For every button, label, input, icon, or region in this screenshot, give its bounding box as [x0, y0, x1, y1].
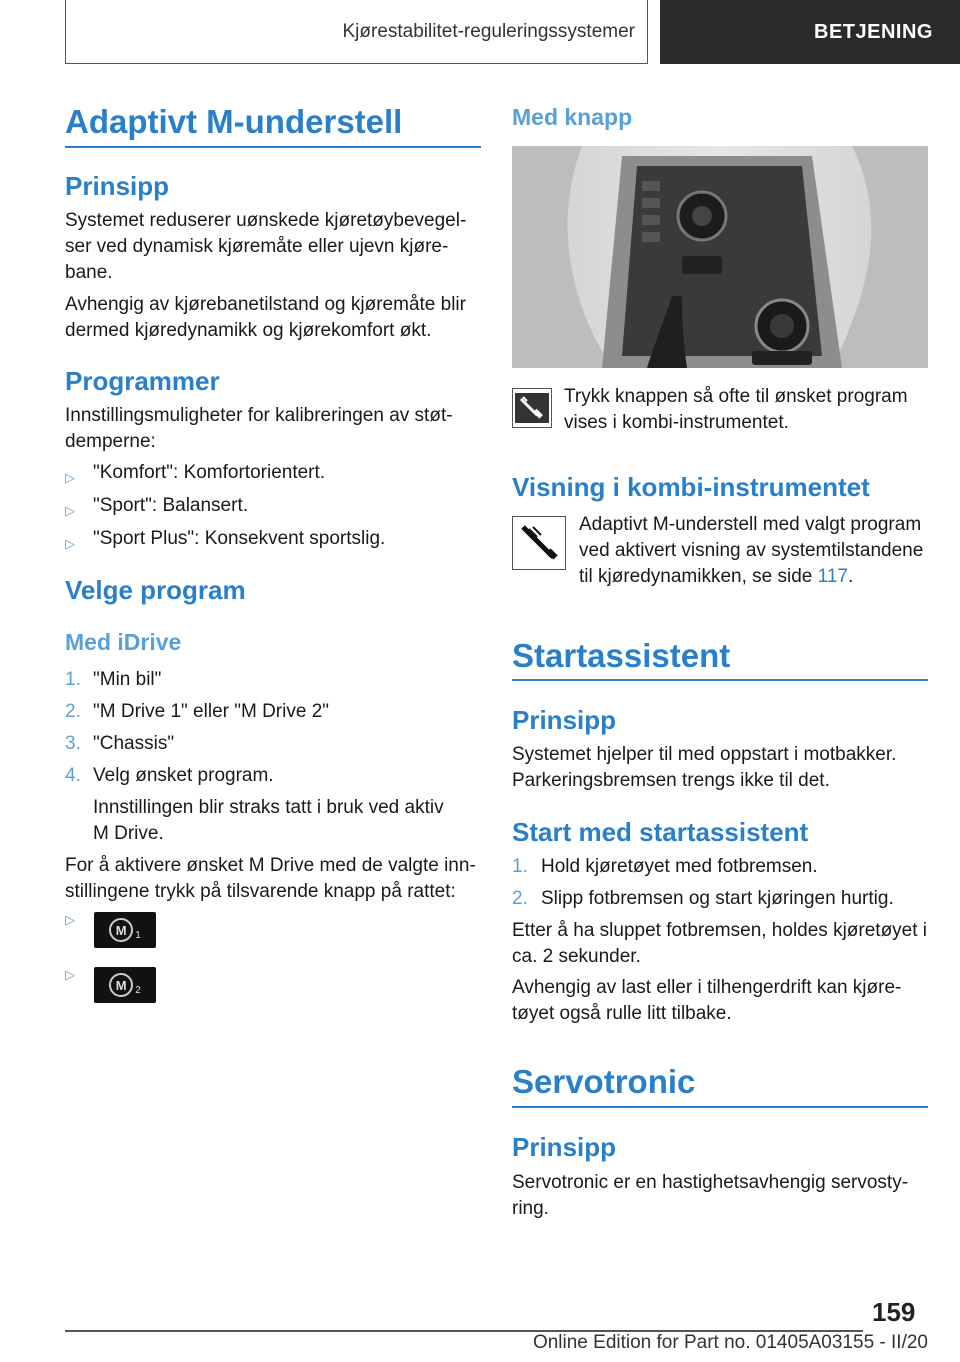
heading-med-idrive: Med iDrive — [65, 629, 182, 655]
activate-paragraph: For å aktivere ønsket M Drive med de valgte innstillingene trykk på tilsvarende knapp på rattet: — [65, 855, 476, 902]
title-adaptivt: Adaptivt M-understell — [65, 103, 403, 140]
start-paragraph-2: Avhengig av last eller i tilhengerdrift kan kjøretøyet også rulle litt tilbake. — [512, 977, 902, 1024]
m1-steering-button-icon: M 1 — [94, 912, 156, 948]
button-symbol-icon — [512, 388, 552, 428]
triangle-bullet-icon: ▷ — [65, 470, 75, 485]
triangle-bullet-icon: ▷ — [65, 503, 75, 518]
servo-paragraph: Servotronic er en hastighetsavhengig servostyring. — [512, 1172, 909, 1219]
heading-velge-program: Velge program — [65, 575, 246, 605]
footer-edition: Online Edition for Part no. 01405A03155 - II/20 — [532, 1332, 928, 1353]
running-header-chapter — [660, 0, 960, 64]
header-chapter-title: BETJENING — [814, 20, 933, 43]
triangle-bullet-icon: ▷ — [65, 536, 75, 551]
center-console-photo — [512, 146, 928, 368]
heading-prinsipp: Prinsipp — [65, 171, 170, 201]
visning-paragraph: Adaptivt M-understell med valgt program ved aktivert visning av systemtilstandene til kjøredynamikken, se side 117. — [579, 514, 924, 587]
title-rule — [512, 679, 928, 681]
shock-absorber-icon — [512, 516, 566, 570]
page-reference-link[interactable]: 117 — [817, 566, 848, 587]
title-rule — [65, 146, 481, 148]
prinsipp-paragraph-1: Systemet reduserer uønskede kjøretøybevegelser ved dynamisk kjøremåte eller ujevn kjørebane. — [65, 210, 467, 283]
title-servotronic: Servotronic — [512, 1063, 696, 1100]
title-rule — [512, 1106, 928, 1108]
knapp-paragraph: Trykk knappen så ofte til ønsket program vises i kombi-instrumentet. — [564, 386, 908, 433]
heading-programmer: Programmer — [65, 366, 220, 396]
center-console-illustration — [512, 146, 928, 368]
heading-med-knapp: Med knapp — [512, 104, 633, 130]
m2-steering-button-icon: M 2 — [94, 967, 156, 1003]
heading-start-med: Start med startassistent — [512, 817, 809, 847]
title-startassistent: Startassistent — [512, 637, 731, 674]
header-section-title: Kjørestabilitet-reguleringssystemer — [342, 20, 635, 42]
heading-prinsipp-servo: Prinsipp — [512, 1132, 617, 1162]
running-header-section — [65, 0, 648, 64]
prinsipp-paragraph-2: Avhengig av kjørebanetilstand og kjøremåte blir dermed kjøredynamikk og kjørekomfort økt. — [65, 294, 466, 341]
triangle-bullet-icon: ▷ — [65, 912, 75, 927]
idrive-note: Innstillingen blir straks tatt i bruk ved aktiv M Drive. — [93, 797, 444, 844]
heading-prinsipp-start: Prinsipp — [512, 705, 617, 735]
programmer-intro: Innstillingsmuligheter for kalibreringen av støtdemperne: — [65, 405, 453, 452]
triangle-bullet-icon: ▷ — [65, 967, 75, 982]
start-prinsipp-paragraph: Systemet hjelper til med oppstart i motbakker. Parkeringsbremsen trengs ikke til det. — [512, 744, 897, 791]
start-paragraph-1: Etter å ha sluppet fotbremsen, holdes kjøretøyet i ca. 2 sekunder. — [512, 920, 928, 967]
page-number: 159 — [872, 1297, 916, 1327]
heading-visning: Visning i kombi-instrumentet — [512, 472, 870, 502]
